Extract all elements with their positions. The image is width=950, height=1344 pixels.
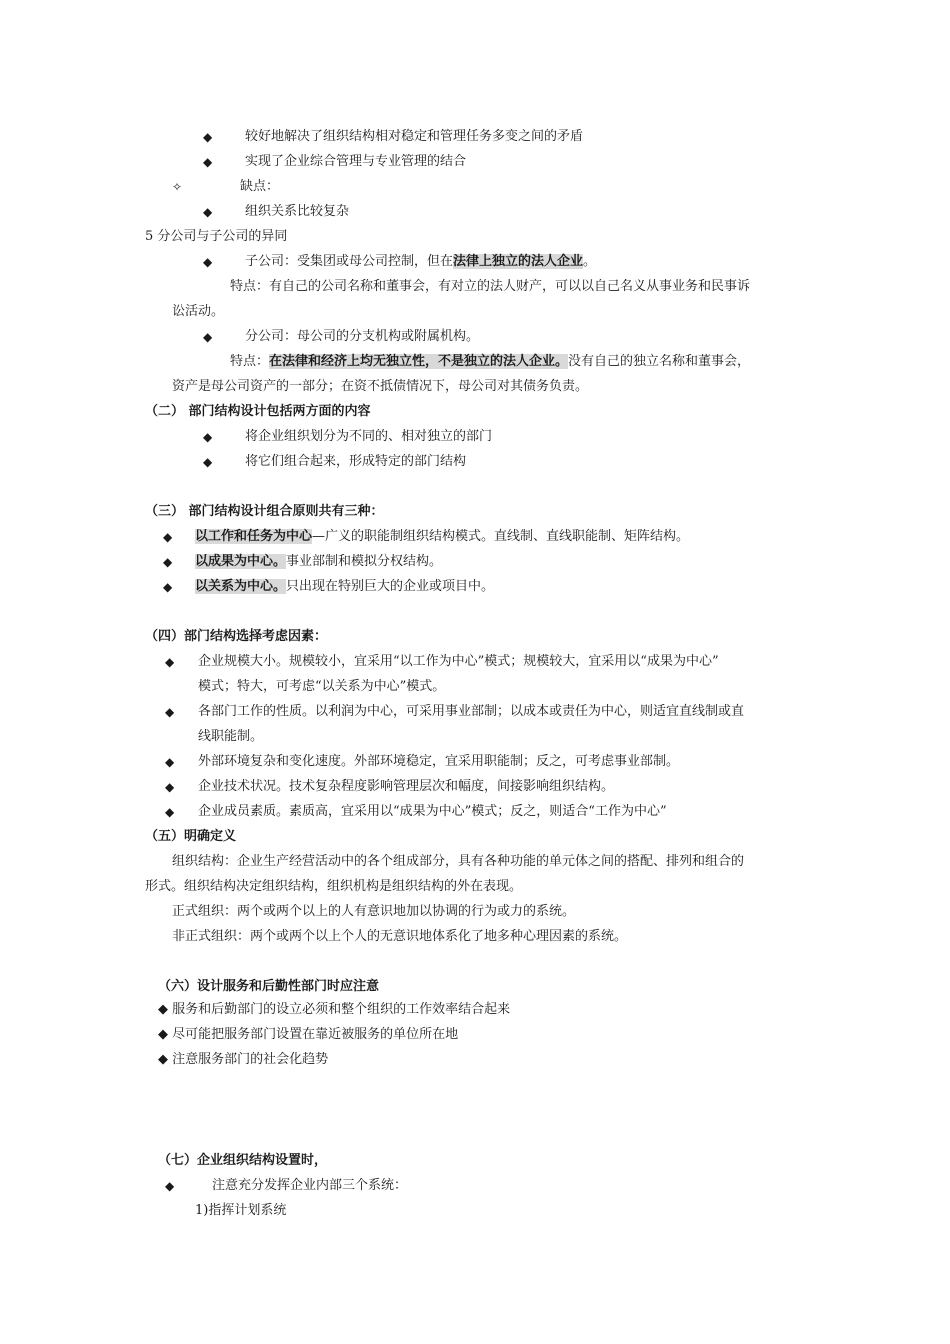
bullet-diamond-icon: ◆ xyxy=(203,205,213,219)
cons-label: 缺点： xyxy=(240,179,280,194)
section-3-title: （三） 部门结构设计组合原则共有三种： xyxy=(145,504,384,519)
section-2-item-1: 将企业组织划分为不同的、相对独立的部门 xyxy=(245,429,493,444)
section-5-title: 5 分公司与子公司的异同 xyxy=(145,229,288,244)
principle-item-2 xyxy=(195,553,442,571)
principle-2-highlight: 以成果为中心。 xyxy=(195,554,287,569)
factor-1-line-1: 企业规模大小。规模较小，宜采用“以工作为中心”模式；规模较大，宜采用以“成果为中心” xyxy=(198,654,719,669)
bullet-diamond-icon: ◆ xyxy=(203,455,213,469)
branch-feature-line-1 xyxy=(230,353,750,371)
bullet-diamond-icon: ◆ xyxy=(203,430,213,444)
bullet-diamond-icon: ◆ xyxy=(203,255,213,269)
bullet-diamond-icon: ◆ xyxy=(203,155,213,169)
definition-1-line-2: 形式。组织结构决定组织结构，组织机构是组织结构的外在表现。 xyxy=(145,879,523,894)
cons-item: 组织关系比较复杂 xyxy=(245,204,350,219)
bullet-diamond-icon: ◆ xyxy=(165,780,175,794)
pro-item-1: 较好地解决了组织结构相对稳定和管理任务多变之间的矛盾 xyxy=(245,129,584,144)
branch-feature-suffix: 没有自己的独立名称和董事会， xyxy=(568,354,751,369)
definition-1-line-1: 组织结构：企业生产经营活动中的各个组成部分，具有各种功能的单元体之间的搭配、排列和组合的 xyxy=(172,854,745,869)
subsidiary-feature-line-1: 特点：有自己的公司名称和董事会，有对立的法人财产，可以以自己名义从事业务和民事诉 xyxy=(230,279,751,294)
section-6-item-1: ◆ 服务和后勤部门的设立必须和整个组织的工作效率结合起来 xyxy=(158,1002,511,1017)
factor-1-line-2: 模式；特大，可考虑“以关系为中心”模式。 xyxy=(198,679,446,694)
bullet-diamond-icon: ◆ xyxy=(165,705,175,719)
subsidiary-feature-line-2: 讼活动。 xyxy=(172,304,225,319)
subsidiary-suffix: 。 xyxy=(583,254,597,269)
bullet-open-star-icon: ✧ xyxy=(172,180,183,194)
section-4-title: （四）部门结构选择考虑因素： xyxy=(145,629,328,644)
principle-1-highlight: 以工作和任务为中心 xyxy=(195,529,313,544)
section-7-subitem: 1)指挥计划系统 xyxy=(195,1203,287,1218)
section-2-title: （二） 部门结构设计包括两方面的内容 xyxy=(145,404,371,419)
principle-item-3 xyxy=(195,578,494,596)
factor-3: 外部环境复杂和变化速度。外部环境稳定，宜采用职能制；反之，可考虑事业部制。 xyxy=(198,754,680,769)
bullet-diamond-icon: ◆ xyxy=(203,130,213,144)
subsidiary-highlight: 法律上独立的法人企业 xyxy=(453,254,584,269)
bullet-diamond-icon: ◆ xyxy=(165,805,175,819)
branch-feature-line-2: 资产是母公司资产的一部分；在资不抵债情况下，母公司对其债务负责。 xyxy=(172,379,589,394)
section-6-item-2: ◆ 尽可能把服务部门设置在靠近被服务的单位所在地 xyxy=(158,1027,459,1042)
factor-5: 企业成员素质。素质高，宜采用以“成果为中心”模式；反之，则适合“工作为中心” xyxy=(198,804,667,819)
bullet-diamond-icon: ◆ xyxy=(163,555,173,569)
bullet-diamond-icon: ◆ xyxy=(163,530,173,544)
branch-feature-highlight: 在法律和经济上均无独立性，不是独立的法人企业。 xyxy=(269,354,569,369)
bullet-diamond-icon: ◆ xyxy=(163,580,173,594)
section-5b-title: （五）明确定义 xyxy=(145,829,237,844)
principle-item-1 xyxy=(195,528,689,546)
bullet-diamond-icon: ◆ xyxy=(203,330,213,344)
pro-item-2: 实现了企业综合管理与专业管理的结合 xyxy=(245,154,467,169)
principle-3-highlight: 以关系为中心。 xyxy=(195,579,287,594)
section-6-item-3: ◆ 注意服务部门的社会化趋势 xyxy=(158,1052,329,1067)
factor-2-line-1: 各部门工作的性质。以利润为中心，可采用事业部制；以成本或责任为中心，则适宜直线制或直 xyxy=(198,704,745,719)
principle-2-text: 事业部制和模拟分权结构。 xyxy=(286,554,443,569)
bullet-diamond-icon: ◆ xyxy=(165,655,175,669)
branch-definition: 分公司：母公司的分支机构或附属机构。 xyxy=(245,329,480,344)
factor-2-line-2: 线职能制。 xyxy=(198,729,264,744)
definition-3: 非正式组织：两个或两个以上个人的无意识地体系化了地多种心理因素的系统。 xyxy=(172,929,628,944)
bullet-diamond-icon: ◆ xyxy=(165,1179,175,1193)
branch-feature-prefix: 特点： xyxy=(230,354,270,369)
section-7-item: 注意充分发挥企业内部三个系统： xyxy=(212,1178,408,1193)
subsidiary-definition xyxy=(245,253,596,271)
definition-2: 正式组织：两个或两个以上的人有意识地加以协调的行为或力的系统。 xyxy=(172,904,576,919)
principle-1-text: —广义的职能制组织结构模式。直线制、直线职能制、矩阵结构。 xyxy=(312,529,690,544)
principle-3-text: 只出现在特别巨大的企业或项目中。 xyxy=(286,579,495,594)
bullet-diamond-icon: ◆ xyxy=(165,755,175,769)
subsidiary-prefix: 子公司：受集团或母公司控制，但在 xyxy=(245,254,454,269)
factor-4: 企业技术状况。技术复杂程度影响管理层次和幅度，间接影响组织结构。 xyxy=(198,779,615,794)
section-7-title: （七）企业组织结构设置时， xyxy=(158,1153,328,1168)
section-6-title: （六）设计服务和后勤性部门时应注意 xyxy=(158,979,380,994)
section-2-item-2: 将它们组合起来，形成特定的部门结构 xyxy=(245,454,467,469)
